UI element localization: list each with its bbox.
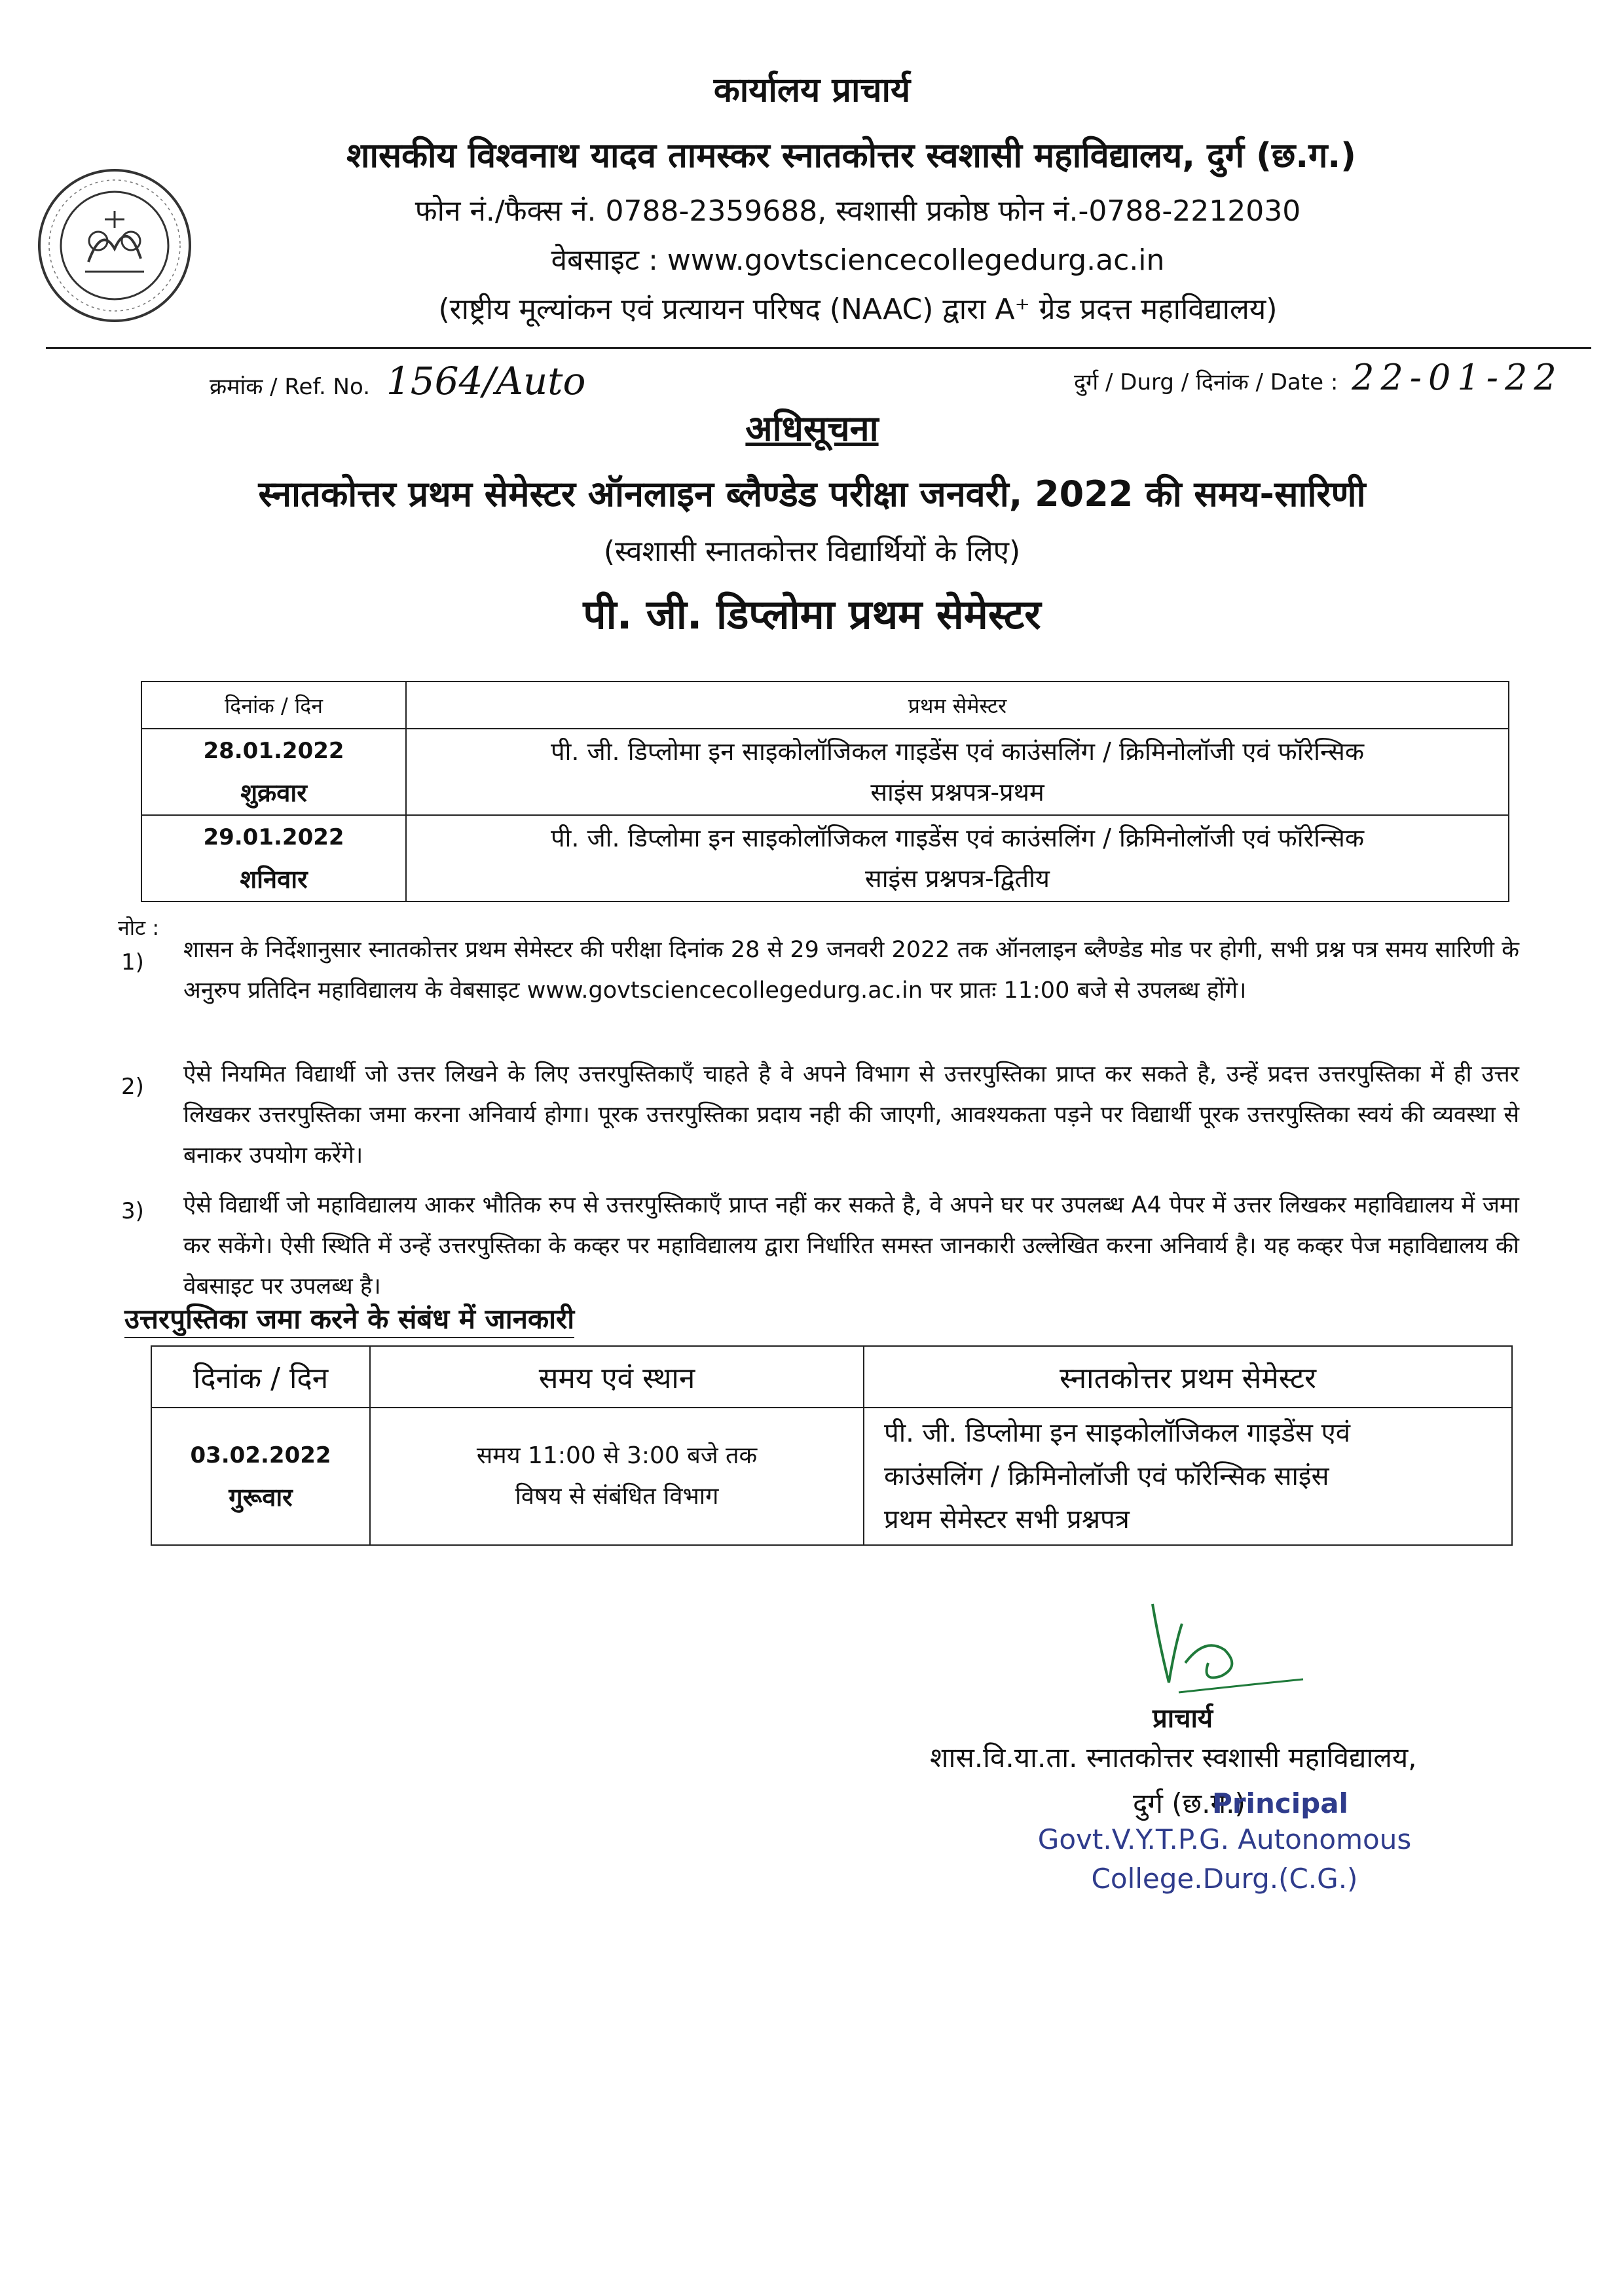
note-text: ऐसे नियमित विद्यार्थी जो उत्तर लिखने के लिए उत्तरपुस्तिकाएँ चाहते है वे अपने विभाग से उत्तरपुस्तिका प्राप्त कर सकते है, उन्हें प्रदत्त उत्तरपुस्तिका में ही उत्तर लिखकर उत्तरपुस्तिका जमा करना अनिवार्य होगा। पूरक उत्तरपुस्तिका प्रदाय नही की जाएगी, आवश्यकता पड़ने पर विद्यार्थी पूरक उत्तरपुस्तिका स्वयं की व्यवस्था से बनाकर उपयोग करेंगे।: [183, 1061, 1519, 1169]
paper-cell: [406, 729, 1509, 815]
row-day: गुरूवार: [229, 1483, 293, 1512]
notification-title: अधिसूचना: [745, 408, 879, 449]
website-line: वेबसाइट : www.govtsciencecollegedurg.ac.in: [551, 244, 1165, 277]
submission-time: समय 11:00 से 3:00 बजे तक: [476, 1442, 758, 1469]
principal-title: प्राचार्य: [1153, 1704, 1213, 1734]
paper-cell: [406, 815, 1509, 902]
col-time-place-header: समय एवं स्थान: [370, 1346, 864, 1408]
note-text: ऐसे विद्यार्थी जो महाविद्यालय आकर भौतिक रुप से उत्तरपुस्तिकाएँ प्राप्त नहीं कर सकते है, वे अपने घर पर उपलब्ध A4 पेपर में उत्तर लिखकर महाविद्यालय में जमा कर सकेंगे। ऐसी स्थिति में उन्हें उत्तरपुस्तिका के कव्हर पर महाविद्यालय द्वारा निर्धारित समस्त जानकारी उल्लेखित करना अनिवार्य है। यह कव्हर पेज महाविद्यालय की वेबसाइट पर उपलब्ध है।: [183, 1192, 1519, 1300]
time-place-cell: [370, 1408, 864, 1545]
header-divider: [46, 347, 1591, 349]
table-row: [151, 1408, 1512, 1545]
ref-value: 1564/Auto: [386, 359, 586, 403]
col-semester-header: स्नातकोत्तर प्रथम सेमेस्टर: [864, 1346, 1512, 1408]
row-day: शनिवार: [240, 865, 308, 894]
reference-number: [210, 359, 585, 403]
schedule-subtitle: स्नातकोत्तर प्रथम सेमेस्टर ऑनलाइन ब्लैण्डेड परीक्षा जनवरी, 2022 की समय-सारिणी: [258, 473, 1366, 515]
audience-line: (स्वशासी स्नातकोत्तर विद्यार्थियों के लिए): [603, 535, 1021, 568]
date-cell: [141, 815, 406, 902]
note-number: 3): [121, 1198, 144, 1224]
office-title: कार्यालय प्राचार्य: [713, 71, 911, 110]
table-row: [141, 815, 1509, 902]
col-semester-header: प्रथम सेमेस्टर: [406, 682, 1509, 729]
table-header-row: [141, 682, 1509, 729]
date-cell: [151, 1408, 370, 1545]
paper-line: साइंस प्रश्नपत्र-प्रथम: [870, 778, 1044, 807]
row-date: 03.02.2022: [190, 1442, 331, 1468]
phone-line: फोन नं./फैक्स नं. 0788-2359688, स्वशासी प्रकोष्ठ फोन नं.-0788-2212030: [415, 194, 1301, 228]
paper-cell: [864, 1408, 1512, 1545]
submission-table: [151, 1345, 1513, 1546]
note-number: 1): [121, 949, 144, 975]
naac-line: (राष्ट्रीय मूल्यांकन एवं प्रत्यायन परिषद (NAAC) द्वारा A⁺ ग्रेड प्रदत्त महाविद्यालय): [438, 293, 1278, 326]
stamp-principal: Principal: [1212, 1787, 1348, 1819]
exam-schedule-table: [141, 681, 1509, 902]
date-label: दुर्ग / Durg / दिनांक / Date :: [1074, 369, 1338, 395]
paper-line: प्रथम सेमेस्टर सभी प्रश्नपत्र: [884, 1504, 1130, 1535]
date-cell: [141, 729, 406, 815]
submission-heading: उत्तरपुस्तिका जमा करने के संबंध में जानकारी: [124, 1300, 574, 1338]
submission-place: विषय से संबंधित विभाग: [515, 1483, 719, 1510]
college-seal-icon: [33, 164, 196, 327]
notification-heading: [0, 403, 1624, 451]
table-header-row: [151, 1346, 1512, 1408]
signature-icon: [1139, 1584, 1310, 1709]
principal-city: दुर्ग (छ.ग.): [1133, 1787, 1246, 1819]
stamp-college-city: College.Durg.(C.G.): [1091, 1863, 1358, 1895]
paper-line: पी. जी. डिप्लोमा इन साइकोलॉजिकल गाइडेंस एवं: [884, 1418, 1351, 1448]
paper-line: साइंस प्रश्नपत्र-द्वितीय: [865, 864, 1050, 893]
col-date-header: दिनांक / दिन: [141, 682, 406, 729]
college-name: शासकीय विश्वनाथ यादव तामस्कर स्नातकोत्तर स्वशासी महाविद्यालय, दुर्ग (छ.ग.): [346, 136, 1356, 175]
issue-date: [1074, 357, 1563, 398]
col-date-header: दिनांक / दिन: [151, 1346, 370, 1408]
date-value: 22-01-22: [1352, 357, 1563, 398]
stamp-college-line: Govt.V.Y.T.P.G. Autonomous: [1037, 1823, 1412, 1855]
note-text: शासन के निर्देशानुसार स्नातकोत्तर प्रथम सेमेस्टर की परीक्षा दिनांक 28 से 29 जनवरी 2022 तक ऑनलाइन ब्लैण्डेड मोड पर होगी, सभी प्रश्न पत्र समय सारिणी के अनुरुप प्रतिदिन महाविद्यालय के वेबसाइट www.govtsciencecollegedurg.ac.in पर प्रातः 11:00 बजे से उपलब्ध होंगे।: [183, 937, 1519, 1004]
ref-label: क्रमांक / Ref. No.: [210, 374, 371, 400]
paper-line: पी. जी. डिप्लोमा इन साइकोलॉजिकल गाइडेंस एवं काउंसलिंग / क्रिमिनोलॉजी एवं फॉरेन्सिक: [550, 737, 1365, 766]
paper-line: पी. जी. डिप्लोमा इन साइकोलॉजिकल गाइडेंस एवं काउंसलिंग / क्रिमिनोलॉजी एवं फॉरेन्सिक: [550, 824, 1365, 852]
row-date: 29.01.2022: [203, 824, 344, 850]
programme-title: पी. जी. डिप्लोमा प्रथम सेमेस्टर: [583, 591, 1041, 638]
row-date: 28.01.2022: [203, 738, 344, 764]
note-label: नोट :: [118, 915, 160, 940]
paper-line: काउंसलिंग / क्रिमिनोलॉजी एवं फॉरेन्सिक साइंस: [884, 1461, 1329, 1491]
principal-institution: शास.वि.या.ता. स्नातकोत्तर स्वशासी महाविद्यालय,: [930, 1741, 1417, 1774]
row-day: शुक्रवार: [240, 778, 307, 807]
table-row: [141, 729, 1509, 815]
note-number: 2): [121, 1074, 144, 1100]
